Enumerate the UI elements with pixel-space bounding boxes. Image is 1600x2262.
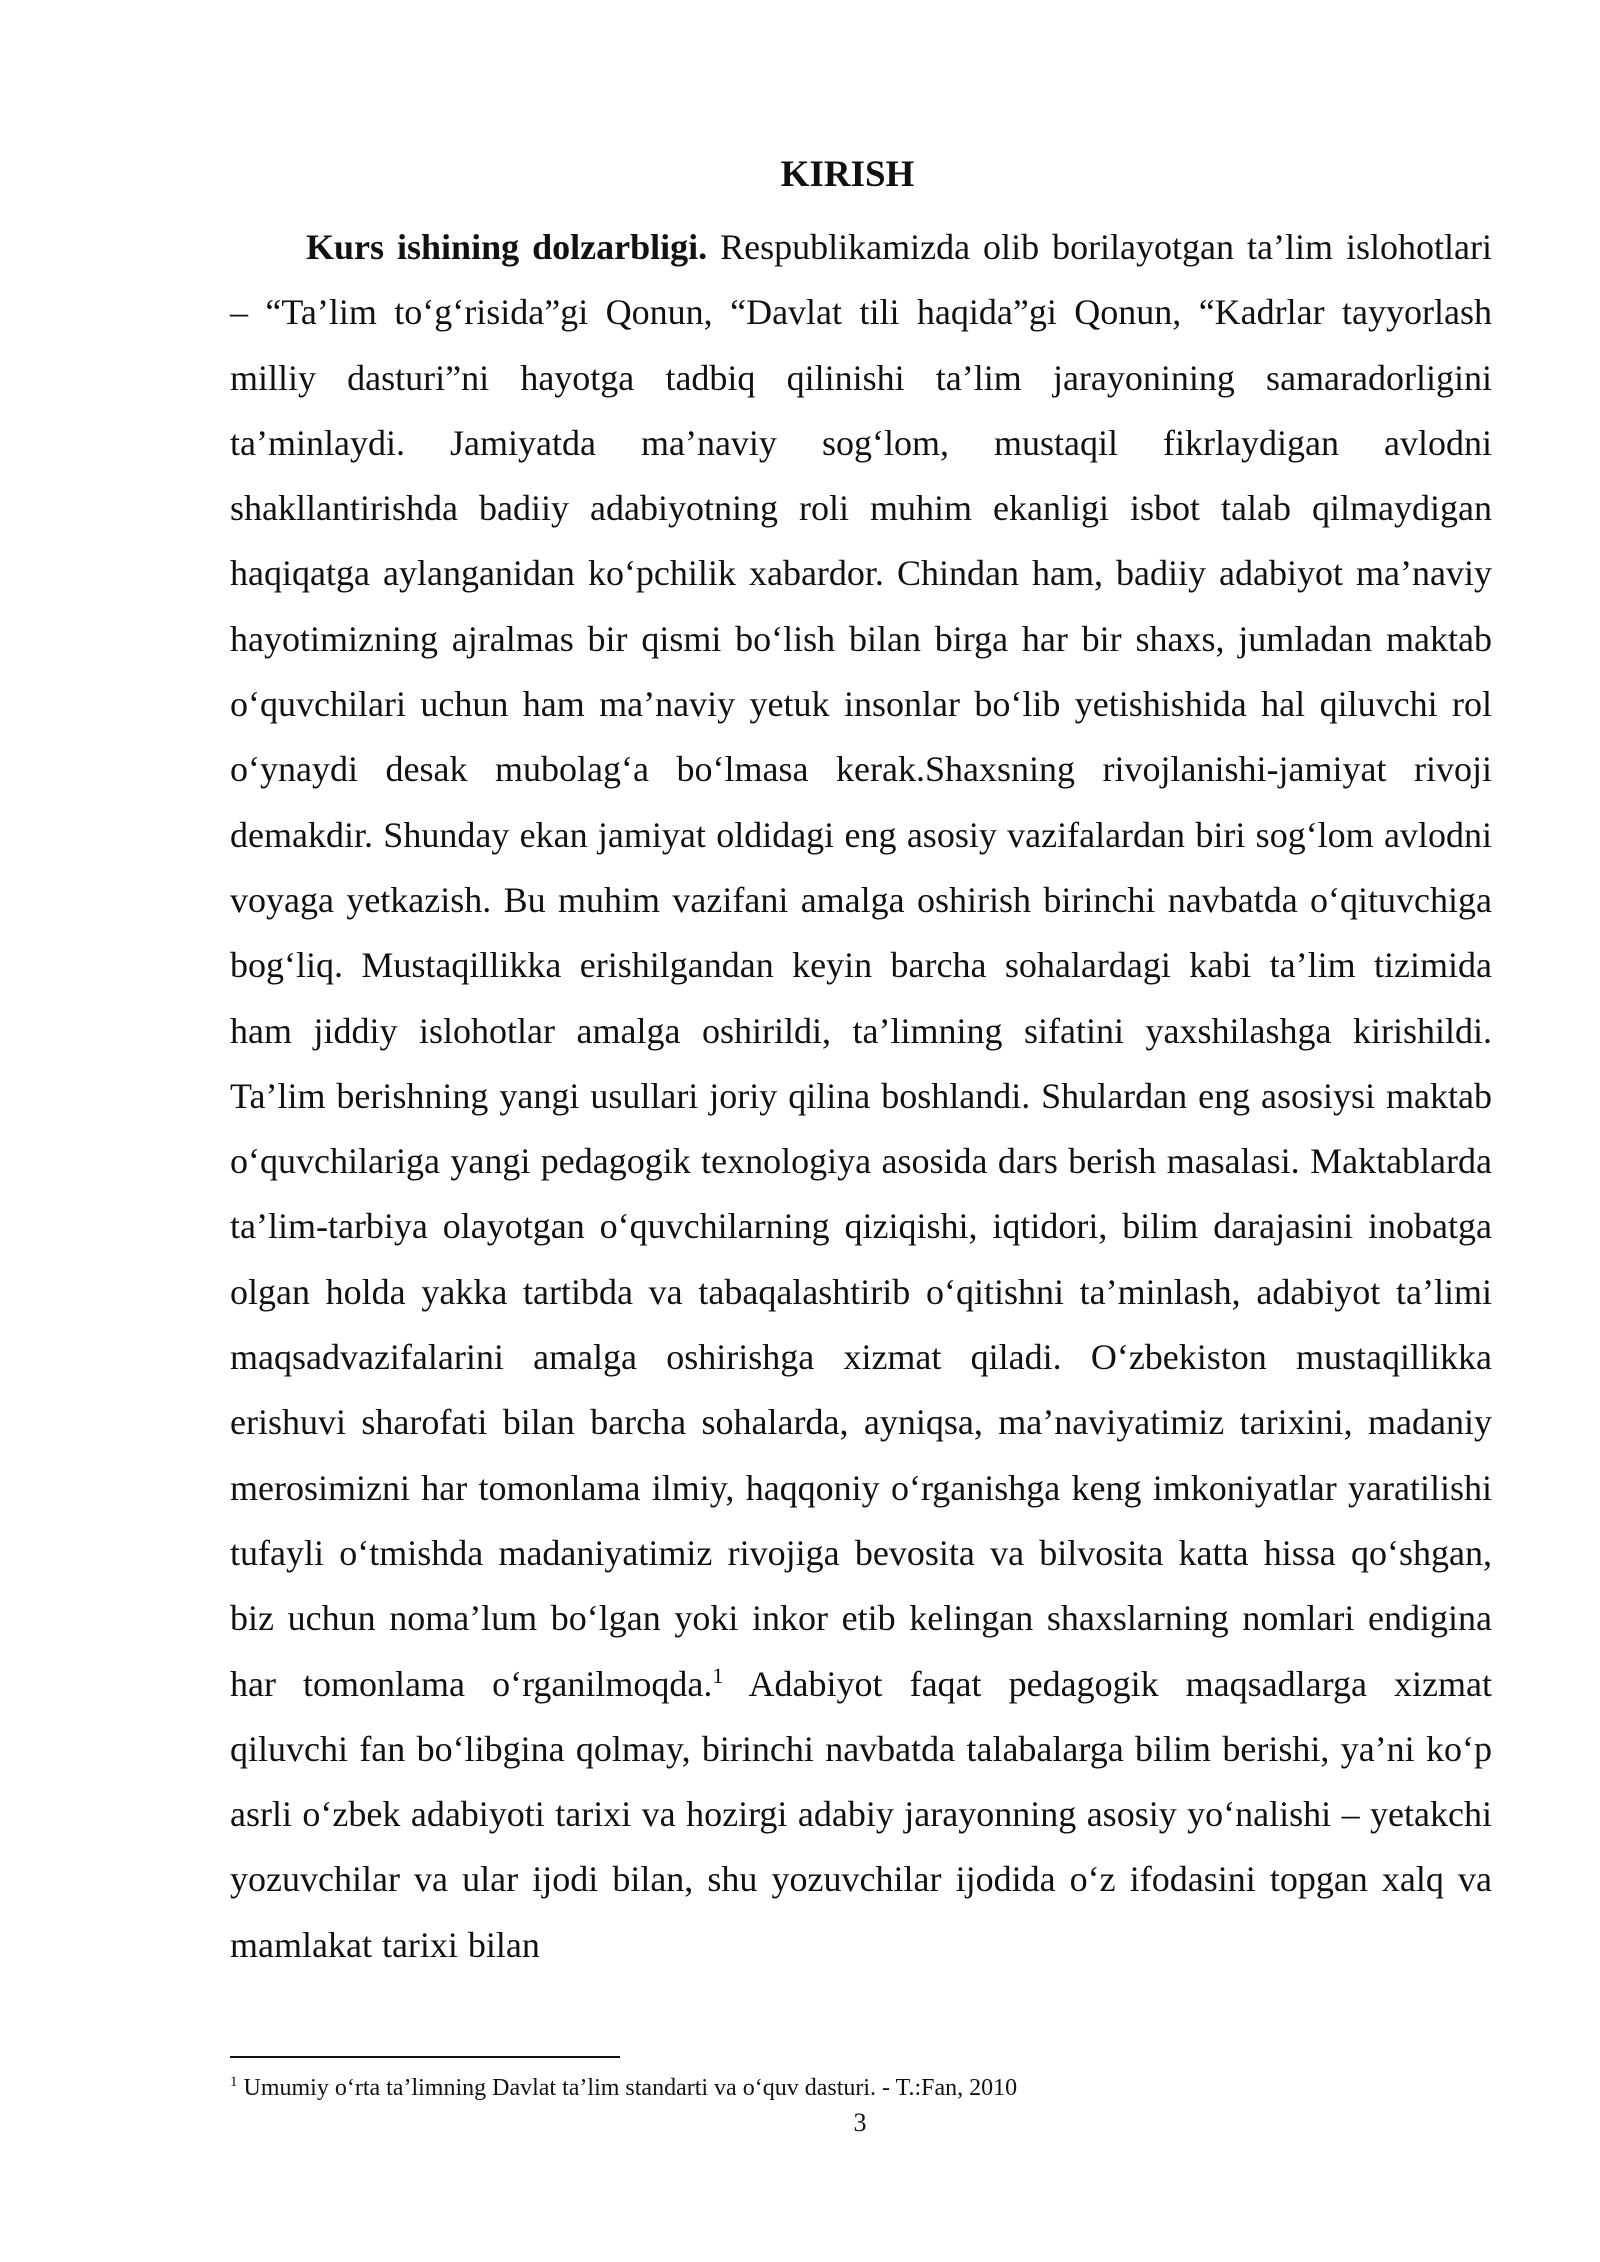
paragraph-lead: Kurs ishining dolzarbligi.	[306, 227, 708, 267]
paragraph-text-before-footnote: Respublikamizda olib borilayotgan ta’lim islohotlari – “Ta’lim to‘g‘risida”gi Qonun, “Davlat tili haqida”gi Qonun, “Kadrlar tayyorlash milliy dasturi”ni hayotga tadbiq qilinishi ta’lim jarayonining samaradorligini ta’minlaydi. Jamiyatda ma’naviy sog‘lom, mustaqil fikrlaydigan avlodni shakllantirishda badiiy adabiyotning roli muhim ekanligi isbot talab qilmaydigan haqiqatga aylanganidan ko‘pchilik xabardor. Chindan ham, badiiy adabiyot ma’naviy hayotimizning ajralmas bir qismi bo‘lish bilan birga har bir shaxs, jumladan maktab o‘quvchilari uchun ham ma’naviy yetuk insonlar bo‘lib yetishishida hal qiluvchi rol o‘ynaydi desak mubolag‘a bo‘lmasa kerak.Shaxsning rivojlanishi-jamiyat rivoji demakdir. Shunday ekan jamiyat oldidagi eng asosiy vazifalardan biri sog‘lom avlodni voyaga yetkazish. Bu muhim vazifani amalga oshirish birinchi navbatda o‘qituvchiga bog‘liq. Mustaqillikka erishilgandan keyin barcha sohalardagi kabi ta’lim tizimida ham jiddiy islohotlar amalga oshirildi, ta’limning sifatini yaxshilashga kirishildi. Ta’lim berishning yangi usullari joriy qilina boshlandi. Shulardan eng asosiysi maktab o‘quvchilariga yangi pedagogik texnologiya asosida dars berish masalasi. Maktablarda ta’lim-tarbiya olayotgan o‘quvchilarning qiziqishi, iqtidori, bilim darajasini inobatga olgan holda yakka tartibda va tabaqalashtirib o‘qitishni ta’minlash, adabiyot ta’limi maqsadvazifalarini amalga oshirishga xizmat qiladi. O‘zbekiston mustaqillikka erishuvi sharofati bilan barcha sohalarda, ayniqsa, ma’naviyatimiz tarixini, madaniy merosimizni har tomonlama ilmiy, haqqoniy o‘rganishga keng imkoniyatlar yaratilishi tufayli o‘tmishda madaniyatimiz rivojiga bevosita va bilvosita katta hissa qo‘shgan, biz uchun noma’lum bo‘lgan yoki inkor etib kelingan shaxslarning nomlari endigina har tomonlama o‘rganilmoqda.	[230, 227, 1492, 1704]
footnote-separator	[230, 2056, 620, 2058]
footnote-mark: 1	[230, 2074, 238, 2090]
paragraph-text-after-footnote: Adabiyot faqat pedagogik maqsadlarga xizmat qiluvchi fan bo‘libgina qolmay, birinchi navbatda talabalarga bilim berishi, ya’ni ko‘p asrli o‘zbek adabiyoti tarixi va hozirgi adabiy jarayonning asosiy yo‘nalishi – yetakchi yozuvchilar va ular ijodi bilan, shu yozuvchilar ijodida o‘z ifodasini topgan xalq va mamlakat tarixi bilan	[230, 1663, 1492, 1965]
body-paragraph	[230, 215, 1492, 1978]
footnote-reference[interactable]: 1	[712, 1662, 724, 1688]
footnote	[230, 2072, 1492, 2104]
section-heading: KIRISH	[780, 154, 915, 195]
footnote-text: Umumiy o‘rta ta’limning Davlat ta’lim standarti va o‘quv dasturi. - T.:Fan, 2010	[243, 2075, 1018, 2101]
page-number: 3	[853, 2108, 867, 2137]
